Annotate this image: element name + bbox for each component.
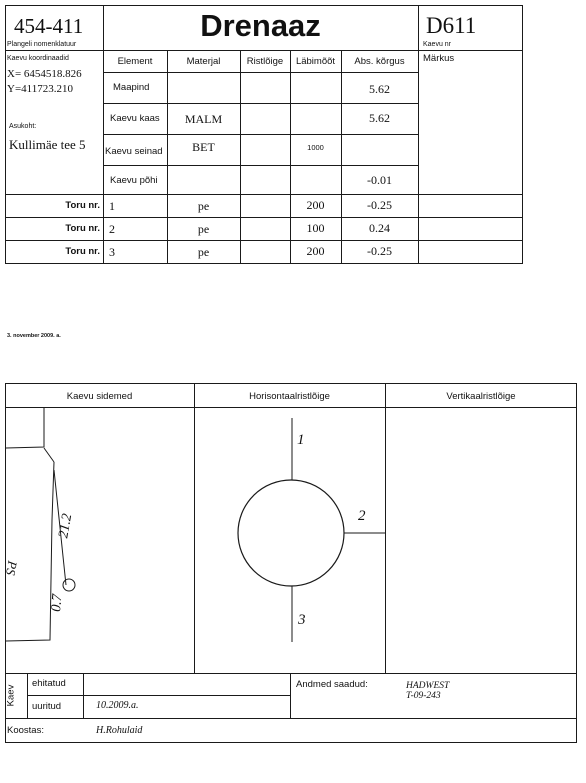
pipe-mark-2: 2 — [358, 508, 366, 524]
pipe-diameter: 200 — [306, 244, 325, 258]
pipe-height: -0.25 — [367, 198, 392, 212]
pipe-number: 1 — [109, 199, 115, 213]
row-element: Kaevu seinad — [105, 146, 163, 157]
date-line: 3. november 2009. a. — [7, 333, 61, 339]
well-circle — [238, 480, 344, 586]
col-header-diameter: Läbimõõt — [295, 56, 336, 67]
col-header-element: Element — [117, 56, 153, 67]
well-number-value: D611 — [426, 13, 477, 38]
location-label: Asukoht: — [9, 123, 37, 130]
pipe-number: 2 — [109, 222, 115, 236]
col-header-remark: Märkus — [423, 53, 455, 64]
document-title: Drenaaz — [200, 8, 321, 43]
pipe-label: Toru nr. — [65, 246, 100, 257]
surveyed-label: uuritud — [32, 701, 62, 712]
col-header-vertical: Vertikaalristlõige — [446, 391, 516, 402]
row-element: Kaevu kaas — [110, 113, 160, 124]
data-from-code: T-09-243 — [406, 691, 441, 701]
pipe-material: pe — [197, 199, 210, 213]
footer-divider — [5, 718, 577, 719]
pipe-height: -0.25 — [367, 244, 392, 258]
col-header-section: Ristlõige — [246, 56, 284, 67]
pipe-number: 3 — [109, 245, 115, 259]
pipe-height: 0.24 — [369, 221, 390, 235]
row-material: MALM — [184, 112, 223, 126]
row-height: -0.01 — [367, 173, 392, 187]
data-from-value: HADWEST — [406, 681, 450, 691]
row-diameter: 1000 — [307, 143, 324, 152]
coord-y: Y=411723.210 — [7, 83, 73, 95]
pipe-mark-3: 3 — [298, 612, 306, 628]
coords-label: Kaevu koordinaadid — [7, 55, 69, 62]
row-height: 5.62 — [369, 111, 390, 125]
pipe-diameter: 100 — [306, 221, 325, 235]
divider — [290, 673, 291, 718]
footer-divider — [5, 673, 577, 674]
divider — [83, 673, 84, 718]
pipe-label: Toru nr. — [65, 200, 100, 211]
col-header-abs-height: Abs. kõrgus — [354, 56, 405, 67]
author-label: Koostas: — [7, 725, 44, 736]
map-sheet-value: 454-411 — [14, 14, 84, 38]
row-height: 5.62 — [369, 82, 390, 96]
col-header-horizontal: Horisontaalristlõige — [249, 391, 330, 402]
map-sheet-label: Plangeli nomenklatuur — [7, 41, 77, 48]
surveyed-value: 10.2009.a. — [96, 700, 139, 711]
built-label: ehitatud — [32, 678, 66, 689]
sketch-mark-ps: PS — [3, 559, 21, 577]
well-number-label: Kaevu nr — [423, 41, 452, 48]
row-element: Kaevu põhi — [110, 175, 158, 186]
data-from-label: Andmed saadud: — [296, 679, 368, 690]
location-value: Kullimäe tee 5 — [9, 137, 86, 152]
col-header-material: Materjal — [186, 56, 221, 67]
row-element: Maapind — [113, 82, 150, 93]
sketch-mark-length: 21.2 — [56, 512, 76, 540]
row-material: BET — [192, 140, 215, 154]
pipe-material: pe — [197, 222, 210, 236]
pipe-label: Toru nr. — [65, 223, 100, 234]
footer-side-label: Kaev — [5, 684, 17, 707]
divider — [27, 673, 28, 718]
sketch-mark-depth: 0.7 — [49, 593, 66, 613]
coord-x: X= 6454518.826 — [7, 68, 82, 80]
pipe-diameter: 200 — [306, 198, 325, 212]
footer-divider — [27, 695, 290, 696]
col-header-connections: Kaevu sidemed — [66, 391, 133, 402]
pipe-material: pe — [197, 245, 210, 259]
pipe-mark-1: 1 — [297, 432, 305, 448]
author-value: H.Rohulaid — [96, 725, 143, 736]
